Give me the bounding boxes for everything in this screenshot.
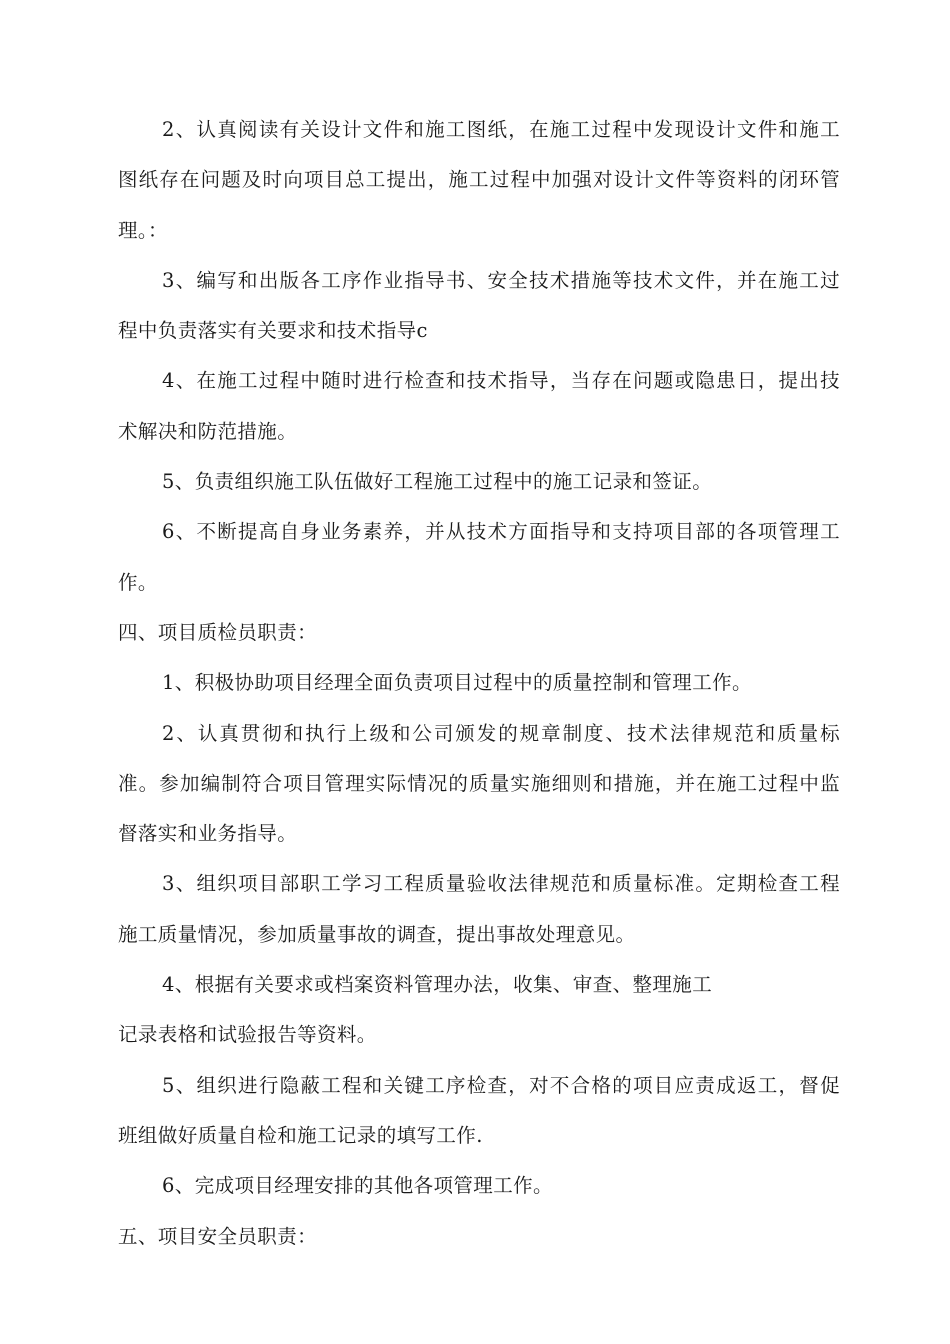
- text-line: 班组做好质量自检和施工记录的填写工作.: [118, 1123, 483, 1147]
- text-line: 术解决和防范措施。: [118, 419, 298, 443]
- text-line: 程中负责落实有关要求和技术指导c: [118, 319, 428, 343]
- text-line: 督落实和业务指导。: [118, 822, 298, 846]
- section-heading: 五、项目安全员职责：: [118, 1224, 318, 1248]
- text-line: 理。：: [118, 218, 168, 242]
- text-line: 2、认真阅读有关设计文件和施工图纸，在施工过程中发现设计文件和施工: [162, 118, 840, 141]
- text-line: 准。参加编制符合项目管理实际情况的质量实施细则和措施，并在施工过程中监: [118, 771, 840, 795]
- text-line: 4、在施工过程中随时进行检查和技术指导，当存在问题或隐患日，提出技: [162, 369, 840, 393]
- text-line: 6、完成项目经理安排的其他各项管理工作。: [162, 1174, 553, 1198]
- text-line: 3、编写和出版各工序作业指导书、安全技术措施等技术文件，并在施工过: [162, 268, 840, 292]
- text-line: 记录表格和试验报告等资料。: [118, 1023, 377, 1047]
- text-line: 3、组织项目部职工学习工程质量验收法律规范和质量标准。定期检查工程: [162, 872, 840, 896]
- text-line: 2、认真贯彻和执行上级和公司颁发的规章制度、技术法律规范和质量标: [162, 721, 840, 745]
- text-line: 1、积极协助项目经理全面负责项目过程中的质量控制和管理工作。: [162, 671, 752, 695]
- text-line: 5、负责组织施工队伍做好工程施工过程中的施工记录和签证。: [162, 470, 713, 494]
- section-heading: 四、项目质检员职责：: [118, 620, 318, 644]
- text-line: 图纸存在问题及时向项目总工提出，施工过程中加强对设计文件等资料的闭环管: [118, 168, 840, 192]
- text-line: 6、不断提高自身业务素养，并从技术方面指导和支持项目部的各项管理工: [162, 520, 840, 544]
- text-line: 施工质量情况，参加质量事故的调查，提出事故处理意见。: [118, 922, 636, 946]
- text-line: 5、组织进行隐蔽工程和关键工序检查，对不合格的项目应责成返工，督促: [162, 1073, 840, 1097]
- document-page: [118, 105, 840, 1262]
- text-line: 4、根据有关要求或档案资料管理办法，收集、审查、整理施工: [162, 973, 713, 997]
- text-line: 作。: [118, 570, 158, 594]
